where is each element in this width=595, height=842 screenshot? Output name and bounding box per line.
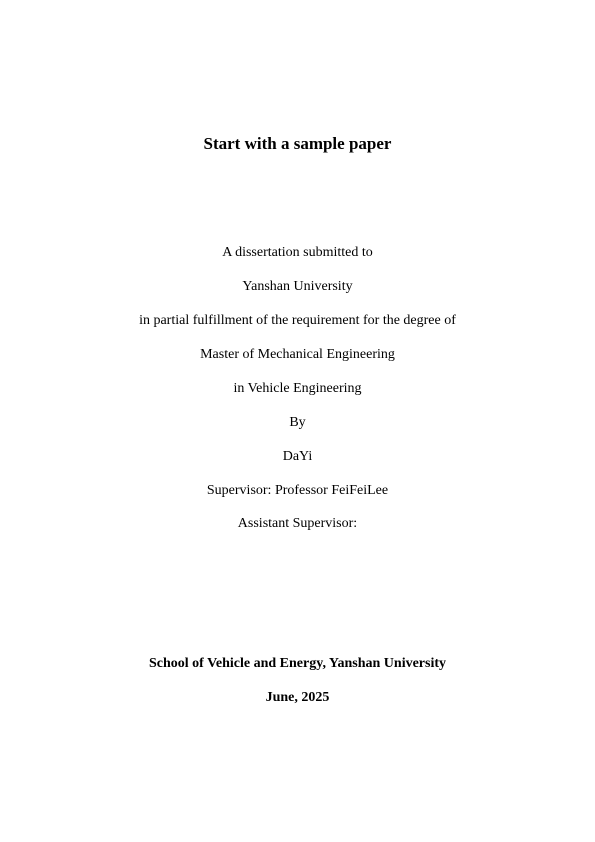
school-name: School of Vehicle and Energy, Yanshan University — [148, 656, 447, 671]
supervisor: Supervisor: Professor FeiFeiLee — [206, 483, 389, 498]
paper-title: Start with a sample paper — [203, 134, 392, 153]
degree-purpose: in partial fulfillment of the requirement for the degree of — [139, 313, 456, 328]
assistant-supervisor: Assistant Supervisor: — [237, 516, 358, 531]
university-name: Yanshan University — [242, 279, 353, 294]
submission-statement: A dissertation submitted to — [222, 245, 373, 260]
degree-name: Master of Mechanical Engineering — [200, 347, 395, 362]
by-label: By — [289, 415, 306, 430]
degree-field: in Vehicle Engineering — [233, 381, 362, 396]
submission-date: June, 2025 — [265, 690, 330, 705]
author-name: DaYi — [282, 449, 313, 464]
